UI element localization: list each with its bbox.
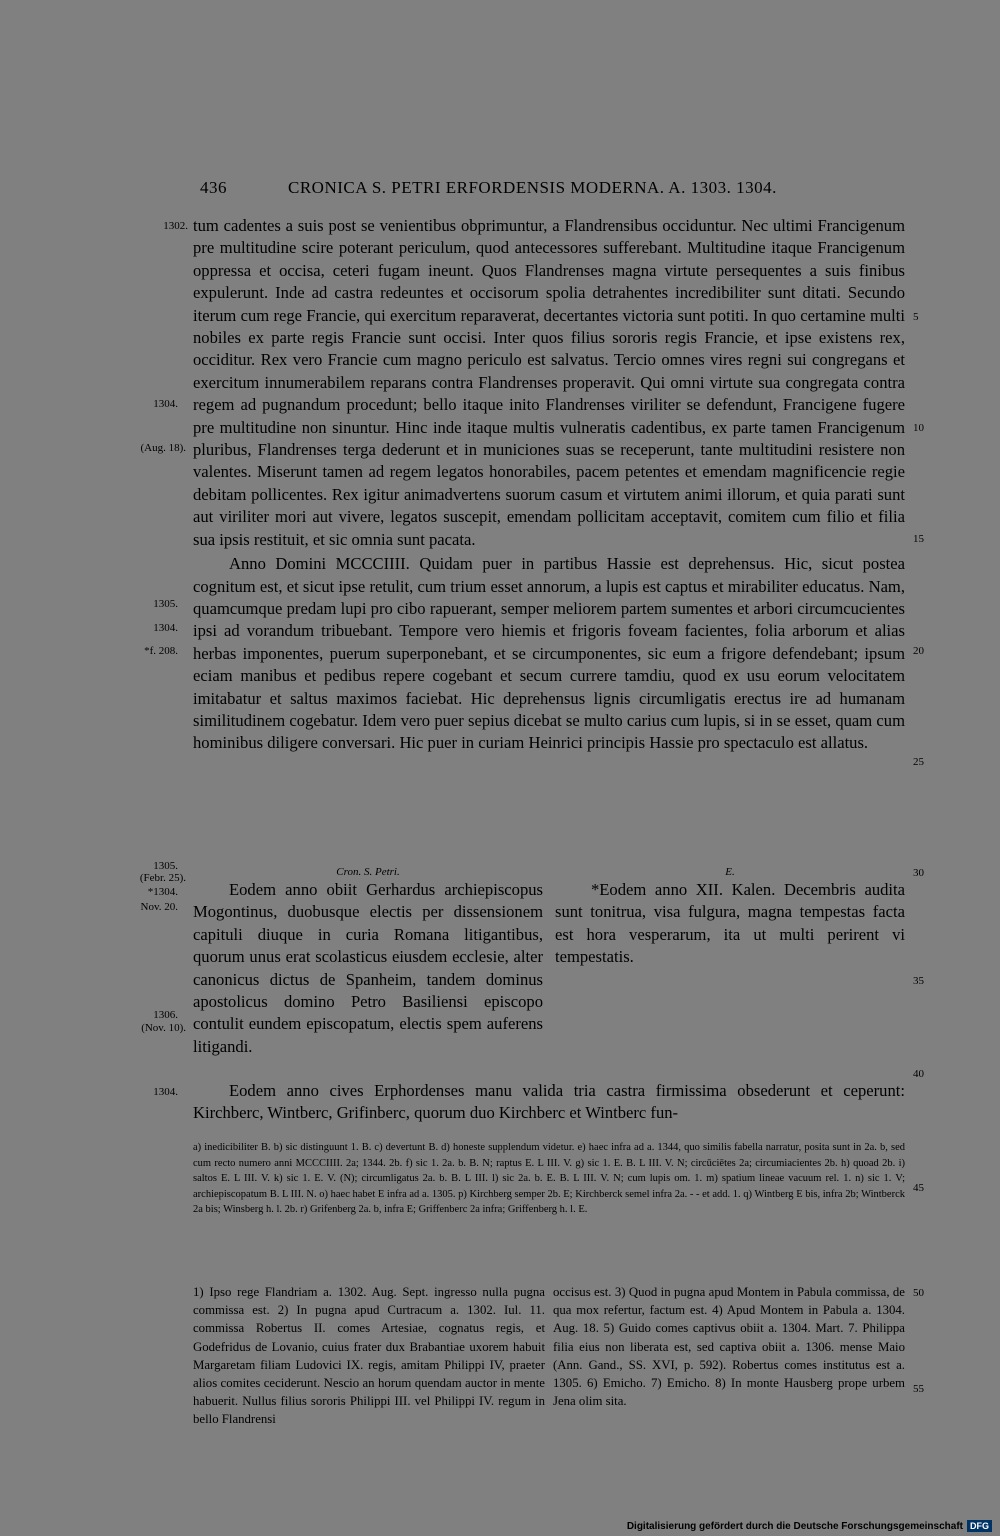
running-title: CRONICA S. PETRI ERFORDENSIS MODERNA. A. 1303. 1304.	[288, 178, 777, 197]
column-heading: E.	[725, 866, 735, 878]
margin-date: 1305.	[153, 860, 178, 872]
line-number: 35	[913, 975, 924, 987]
dfg-logo: DFG	[967, 1520, 992, 1532]
margin-date: (Febr. 25).	[139, 872, 186, 884]
column-heading: Cron. S. Petri.	[336, 866, 400, 878]
column-e	[555, 865, 905, 969]
paragraph-castles: Eodem anno cives Erphordenses manu valida tria castra firmissima obsederunt et ceperunt: Kirchberc, Wintberc, Grifinberc, quorum duo Kirchberc et Wintberc fun-	[193, 1081, 905, 1123]
line-number: 25	[913, 756, 924, 768]
margin-date: *1304.	[147, 886, 178, 898]
footnotes-left: 1) Ipso rege Flandriam a. 1302. Aug. Sept. ingresso nulla pugna commissa est. 2) In pugna apud Curtracum a. 1302. Iul. 11. commissa Robertus II. comes Artesiae, cognatus regis, et Godefridus de Lovanio, cuius frater dux Brabantiae uxorem habuit Margaretam filiam Ludovici IX. regis, amitam Philippi IV, praeter alios comites ceciderunt. Nescio an horum quendam auctor in mente habuerit. Nullus filius sororis Philippi III. vel Philippi IV. regum in bello Flandrensi	[193, 1285, 545, 1427]
line-number: 30	[913, 867, 924, 879]
margin-date: 1306.	[153, 1009, 178, 1021]
margin-folio: *f. 208.	[144, 645, 178, 657]
margin-date: Nov. 20.	[140, 901, 178, 913]
line-number: 15	[913, 533, 924, 545]
page-number: 436	[200, 178, 227, 197]
footer-text: Digitalisierung gefördert durch die Deutsche Forschungsgemeinschaft	[626, 1520, 963, 1532]
margin-date: 1302.	[163, 220, 188, 232]
digitization-footer	[627, 1520, 992, 1532]
line-number: 50	[913, 1287, 924, 1299]
margin-date: 1305.	[153, 598, 178, 610]
line-number: 55	[913, 1383, 924, 1395]
margin-date: (Nov. 10).	[141, 1022, 186, 1034]
line-number: 5	[913, 311, 919, 323]
critical-apparatus: a) inedicibiliter B. b) sic distinguunt 1. B. c) devertunt B. d) honeste supplendum videtur. e) haec infra ad a. 1344, quo similis fabella narratur, posita sunt in 2a. b, sed cum recto numero anni MCCCIIII. 2a; 1344. 2b. f) sic 1. 2a. b. B. N; raptus E. L III. V. g) sic 1. E. B. L III. V. N; circūciētes 2a; circumiacientes 2b. h) quoad 2b. i) saltos E. L III. V. k) sic 1. E. V. (N); circumligatus 2a. b. B. L III. l) sic 2a. b. E. B. L III. V. N; cum lupis om. 1. m) spatium lineae vacuum rel. 1. n) sic 1. V; archiepiscopatum B. L III. N. o) haec habet E infra ad a. 1305. p) Kirchberg semper 2b. E; Kirchberck semel infra 2a. - - et add. 1. q) Wintberg E bis, infra 2b; Wintberck 2a bis; Winsberg h. l. 2b. r) Grifenberg 2a. b, infra E; Griffenberc 2a infra; Griffenberg h. l. E.	[193, 1142, 905, 1215]
closing-text	[193, 1080, 905, 1125]
paragraph-wolf-child: Anno Domini MCCCIIII. Quidam puer in partibus Hassie est deprehensus. Hic, sicut postea cognitum est, et sicut ipse retulit, cum trium esset annorum, a lupis est captus et mirabiliter educatus. Nam, quamcumque predam lupi pro cibo rapuerant, semper meliorem partem sumentes et arbori circumcucientes ipsi ad vorandum tribuebant. Tempore vero hiemis et frigoris foveam facientes, folia arborum et alias herbas imponentes, puerum superponebant, et se circumponentes, sic eum a frigore defendebant; ipsum eciam manibus et pedibus repere cogebant et secum currere tamdiu, quod ex usu eorum velocitatem imitabatur et saltus maximos faciebat. Hic deprehensus lignis circumligatis erectus ire ad humanam similitudinem cogebatur. Idem vero puer sepius dicebat se multo carius cum lupis, si in se esset, quam cum hominibus diligere conversari. Hic puer in curiam Heinrici principis Hassie pro spectaculo est allatus.	[193, 554, 905, 753]
line-number: 45	[913, 1182, 924, 1194]
paragraph-battle: tum cadentes a suis post se venientibus obprimuntur, a Flandrensibus occiduntur. Nec ultimi Francigenum pre multitudine scire poterant periculum, quod antecessores sufferebant. Multitudine itaque Francigenum oppressa et occisa, ceteri fugam ineunt. Quos Flandrenses magna virtute persequentes a suis finibus expulerunt. Inde ad castra redeuntes et occisorum spolia detrahentes incredibiliter sunt ditati. Secundo iterum cum rege Francie, qui exercitum reparaverat, decertantes victoria sunt potiti. In quo certamine multi nobiles ex parte regis Francie sunt occisi. Inter quos filius sororis regis Francie, et ipse existens rex, occiditur. Rex vero Francie cum magno periculo est salvatus. Tercio omnes vires regni sui congregans et exercitum innumerabilem reparans contra Flandrenses properavit. Qui omni virtute sua congregata contra regem ad pugnandum procedunt; bello itaque inito Flandrenses viriliter se defendunt, Francigene fugere pre multitudine non sinuntur. Hinc inde itaque multis vulneratis cadentibus, ex parte tamen Francigenum pluribus, Flandrenses terga dederunt et in municiones suas se receperunt, tante multitudini resistere non valentes. Miserunt tamen ad regem legatos honorabiles, pacem petentes et emendam magnificencie regie debitam pollicentes. Rex igitur animadvertens suorum casum et virtutem animi illorum, et quia parati sunt aut viriliter mori aut vivere, legatos suscepit, emendam pollicitam acceptavit, comitem cum filio et filia sua ipsis restituit, et sic omnia sunt pacata.	[193, 216, 905, 549]
margin-date: 1304.	[153, 622, 178, 634]
column-text: Eodem anno obiit Gerhardus archiepiscopus Mogontinus, duobusque electis per dissensionem capituli diuque in curia Romana litigantibus, quorum unus erat scolasticus eiusdem ecclesie, alter canonicus dictus de Spanheim, tandem dominus apostolicus domino Petro Basiliensi episcopo contulit eundem episcopatum, electis spem auferens litigandi.	[193, 880, 543, 1056]
margin-date: (Aug. 18).	[140, 442, 186, 454]
line-number: 40	[913, 1068, 924, 1080]
footnotes-right: occisus est. 3) Quod in pugna apud Montem in Pabula commissa, de qua mox refertur, factum est. 4) Apud Montem in Pabula a. 1304. Aug. 18. 5) Guido comes captivus obiit a. 1304. Mart. 7. Philippa filia eius non liberata est, sed captiva obiit a. 1306. mense Maio (Ann. Gand., SS. XVI, p. 592). Robertus comes institutus est a. 1305. 6) Emicho. 7) Emicho. 8) In monte Hausberg prope urbem Jena olim sita.	[553, 1285, 905, 1409]
line-number: 20	[913, 645, 924, 657]
margin-date: 1304.	[153, 398, 178, 410]
margin-date: 1304.	[153, 1086, 178, 1098]
main-text	[193, 215, 905, 755]
column-text: *Eodem anno XII. Kalen. Decembris audita sunt tonitrua, visa fulgura, magna tempestas facta est hora vesperarum, ita ut multi perirent vi tempestatis.	[555, 880, 905, 967]
column-cron-s-petri	[193, 865, 543, 1058]
line-number: 10	[913, 422, 924, 434]
